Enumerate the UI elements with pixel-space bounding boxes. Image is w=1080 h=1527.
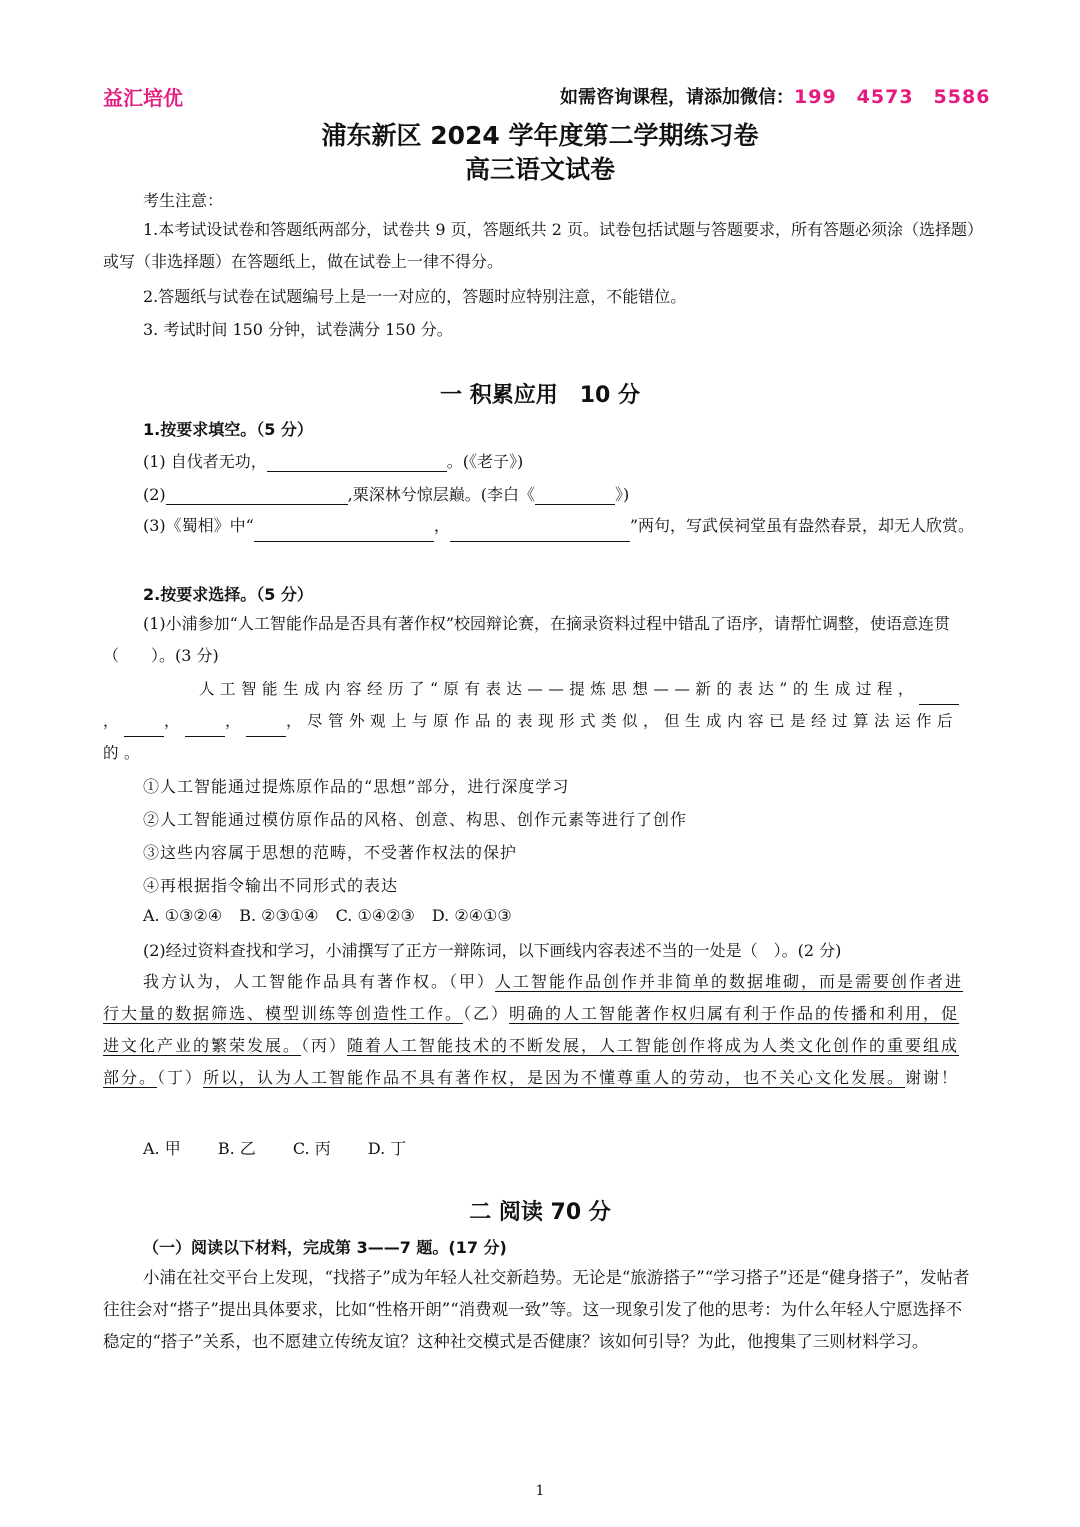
q2-option-1: ①人工智能通过提炼原作品的“思想”部分，进行深度学习 xyxy=(143,777,570,796)
q2-option-4: ④再根据指令输出不同形式的表达 xyxy=(143,876,399,895)
choice-a[interactable]: A. 甲 xyxy=(143,1139,181,1158)
section-2-title: 二 阅读 70 分 xyxy=(469,1200,611,1225)
q1-heading: 1.按要求填空。（5 分） xyxy=(143,420,313,439)
contact-label: 如需咨询课程，请添加微信： xyxy=(560,87,794,108)
choice-c[interactable]: C. ①④②③ xyxy=(335,906,415,925)
choice-b[interactable]: B. ②③①④ xyxy=(239,906,319,925)
notice-item-3: 3. 考试时间 150 分钟，试卷满分 150 分。 xyxy=(143,320,453,339)
choice-b[interactable]: B. 乙 xyxy=(217,1139,256,1158)
section-1-title: 一 积累应用 10 分 xyxy=(440,383,640,408)
underlined-jia: 人工智能作品创作并非简单的数据堆砌，而是需要创作者进行大量的数据筛选、模型训练等创造性工作。 xyxy=(103,972,964,1023)
q2-part1-choices xyxy=(143,906,544,925)
exam-title: 浦东新区 2024 学年度第二学期练习卷 xyxy=(321,121,759,150)
q2-option-2: ②人工智能通过模仿原作品的风格、创意、构思、创作元素等进行了创作 xyxy=(143,810,688,829)
choice-d[interactable]: D. 丁 xyxy=(367,1139,407,1158)
notice-item-2: 2.答题纸与试卷在试题编号上是一一对应的，答题时应特别注意，不能错位。 xyxy=(143,287,687,306)
answer-blank[interactable] xyxy=(450,523,630,542)
page-number: 1 xyxy=(535,1483,545,1499)
order-blank[interactable] xyxy=(919,686,959,705)
q2-part2-choices xyxy=(143,1136,438,1159)
contact-number: 199 4573 5586 xyxy=(794,86,991,108)
reading-1-heading: （一）阅读以下材料，完成第 3——7 题。(17 分) xyxy=(143,1238,507,1257)
underlined-yi: 明确的人工智能著作权归属有利于作品的传播和利用，促进文化产业的繁荣发展。 xyxy=(103,1004,960,1055)
q2-part1-passage: 人工智能生成内容经历了“原有表达——提炼思想——新的表达”的生成过程，， ， ， ，尽管外观上与原作品的表现形式类似，但生成内容已是经过算法运作后的。 xyxy=(103,680,959,762)
q2-part2-question: (2)经过资料查找和学习，小浦撰写了正方一辩陈词，以下画线内容表述不当的一处是（ ）。(2 分) xyxy=(143,941,842,960)
q2-option-3: ③这些内容属于思想的范畴，不受著作权法的保护 xyxy=(143,843,518,862)
order-blank[interactable] xyxy=(185,718,225,737)
exam-subtitle: 高三语文试卷 xyxy=(464,155,615,184)
q1-item-2: (2) ,栗深林兮惊层巅。(李白《 》) xyxy=(143,485,630,504)
notice-heading: 考生注意： xyxy=(143,191,224,210)
choice-d[interactable]: D. ②④①③ xyxy=(431,906,512,925)
underlined-bing: 随着人工智能技术的不断发展，人工智能创作将成为人类文化创作的重要组成部分。 xyxy=(103,1036,960,1087)
order-blank[interactable] xyxy=(246,718,286,737)
choice-a[interactable]: A. ①③②④ xyxy=(143,906,223,925)
order-blank[interactable] xyxy=(124,718,164,737)
q1-item-1: (1) 自伐者无功， 。(《老子》) xyxy=(143,452,524,471)
underlined-ding: 所以，认为人工智能作品不具有著作权，是因为不懂尊重人的劳动，也不关心文化发展。 xyxy=(203,1068,906,1087)
q2-part2-passage: 我方认为，人工智能作品具有著作权。（甲）人工智能作品创作并非简单的数据堆砌，而是需要创作者进行大量的数据筛选、模型训练等创造性工作。（乙）明确的人工智能著作权归属有利于作品的传播和利用，促进文化产业的繁荣发展。（丙）随着人工智能技术的不断发展，人工智能创作将成为人类文化创作的重要组成部分。（丁）所以，认为人工智能作品不具有著作权，是因为不懂尊重人的劳动，也不关心文化发展。谢谢！ xyxy=(103,972,964,1087)
answer-blank[interactable] xyxy=(267,453,447,472)
q2-part1-question: (1)小浦参加“人工智能作品是否具有著作权”校园辩论赛，在摘录资料过程中错乱了语序，请帮忙调整，使语意连贯（ ）。(3 分) xyxy=(103,614,951,665)
choice-c[interactable]: C. 丙 xyxy=(292,1139,331,1158)
contact-info xyxy=(560,82,990,109)
brand-name: 益汇培优 xyxy=(103,86,183,110)
answer-blank[interactable] xyxy=(254,523,434,542)
reading-1-intro: 小浦在社交平台上发现，“找搭子”成为年轻人社交新趋势。无论是“旅游搭子”“学习搭子”还是“健身搭子”，发帖者往往会对“搭子”提出具体要求，比如“性格开朗”“消费观一致”等。这一现象引发了他的思考：为什么年轻人宁愿选择不稳定的“搭子”关系，也不愿建立传统友谊？这种社交模式是否健康？该如何引导？为此，他搜集了三则材料学习。 xyxy=(103,1268,970,1351)
notice-item-1: 1.本考试设试卷和答题纸两部分，试卷共 9 页，答题纸共 2 页。试卷包括试题与答题要求，所有答题必须涂（选择题）或写（非选择题）在答题纸上，做在试卷上一律不得分。 xyxy=(103,220,975,271)
q2-heading: 2.按要求选择。（5 分） xyxy=(143,585,313,604)
answer-blank[interactable] xyxy=(166,486,348,505)
q1-item-3: (3)《蜀相》中“ ， ”两句，写武侯祠堂虽有盎然春景，却无人欣赏。 xyxy=(103,510,977,542)
answer-blank[interactable] xyxy=(535,486,615,505)
